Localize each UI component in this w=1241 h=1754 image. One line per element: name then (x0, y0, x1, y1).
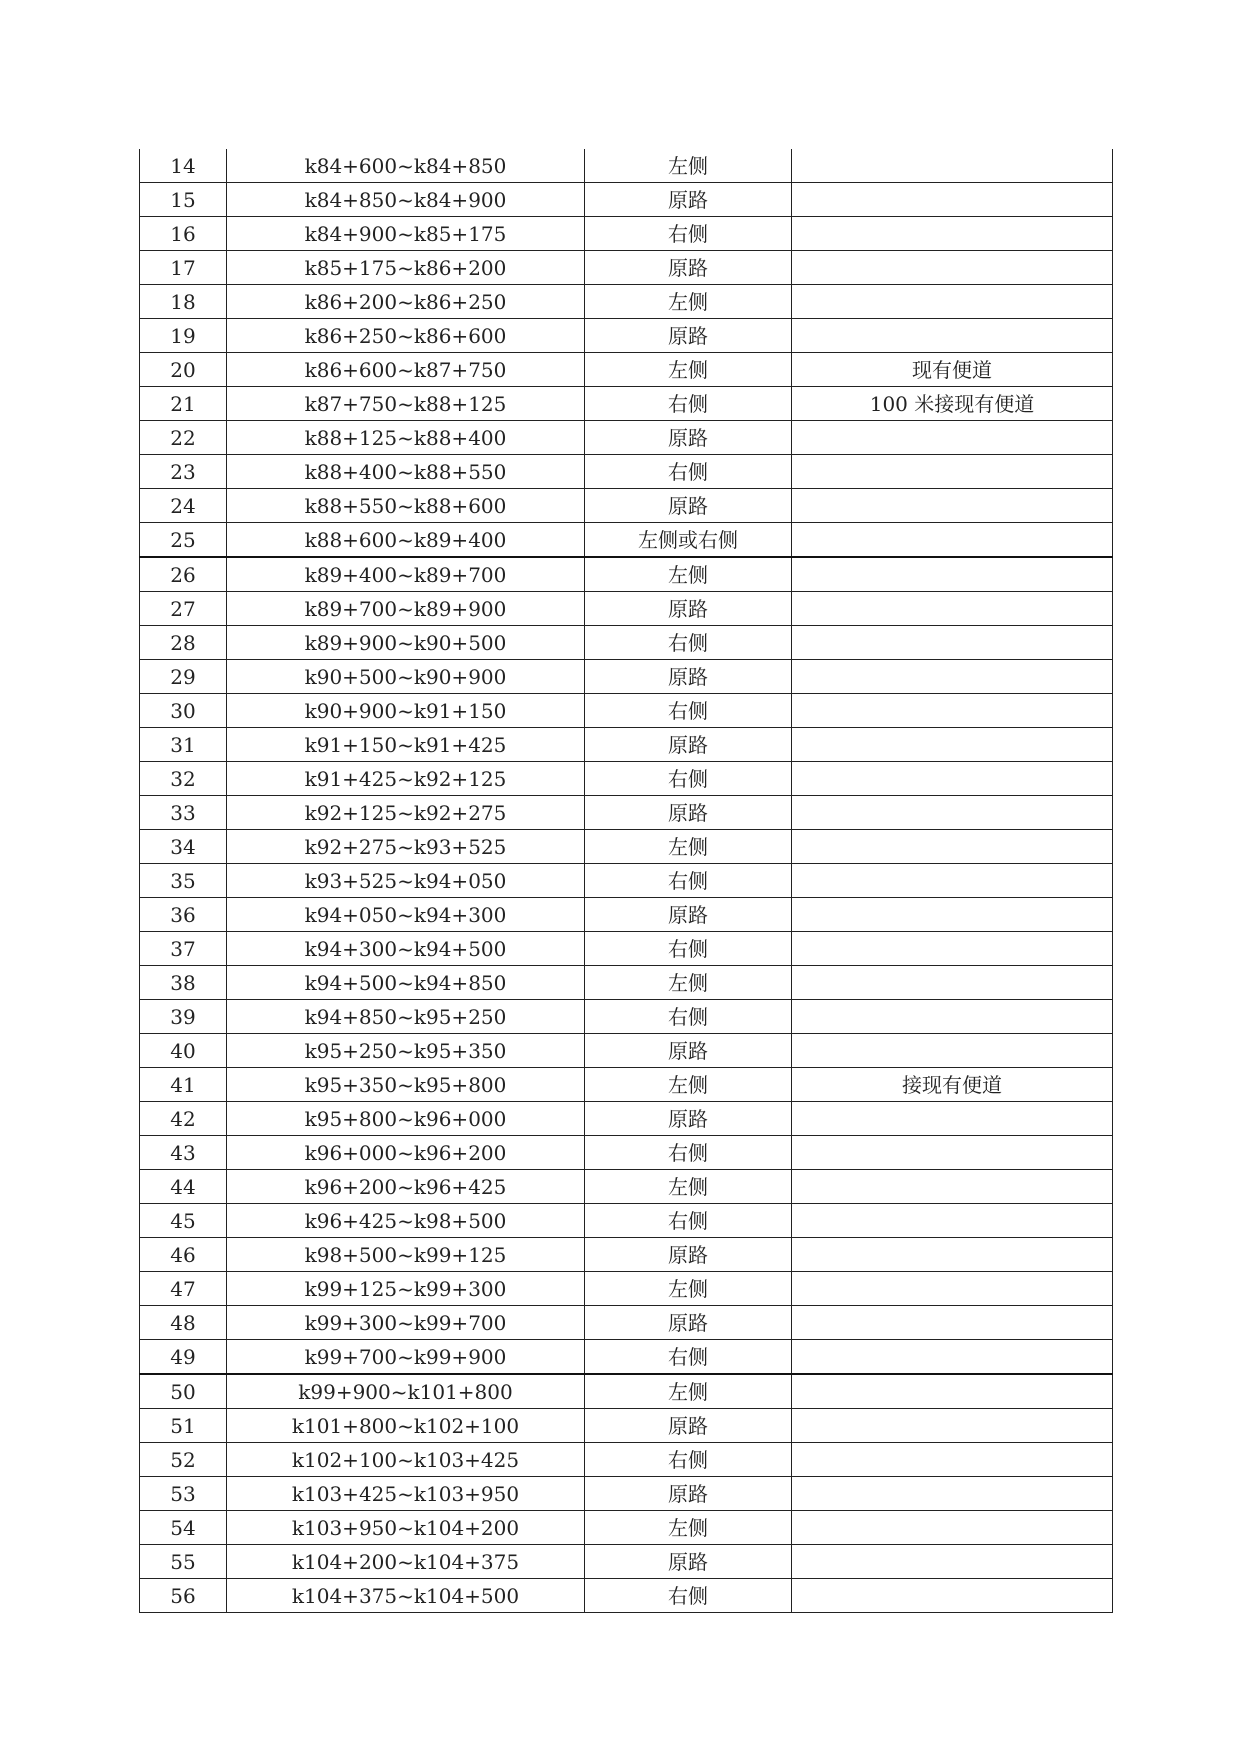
chainage-range-cell: k96+425~k98+500 (227, 1204, 585, 1238)
row-number-cell: 43 (140, 1136, 227, 1170)
note-cell (792, 1511, 1113, 1545)
row-number-cell: 55 (140, 1545, 227, 1579)
note-cell (792, 319, 1113, 353)
chainage-range-cell: k102+100~k103+425 (227, 1443, 585, 1477)
row-number-cell: 25 (140, 523, 227, 558)
chainage-range-cell: k94+500~k94+850 (227, 966, 585, 1000)
side-cell: 右侧 (585, 217, 792, 251)
note-cell (792, 1306, 1113, 1340)
chainage-range-cell: k99+900~k101+800 (227, 1374, 585, 1409)
table-row (140, 1136, 1113, 1170)
side-cell: 右侧 (585, 1443, 792, 1477)
side-cell: 左侧 (585, 830, 792, 864)
note-cell (792, 1034, 1113, 1068)
row-number-cell: 31 (140, 728, 227, 762)
note-cell (792, 932, 1113, 966)
side-cell: 左侧 (585, 1170, 792, 1204)
side-cell: 原路 (585, 1477, 792, 1511)
table-row (140, 1034, 1113, 1068)
note-cell: 100 米接现有便道 (792, 387, 1113, 421)
note-cell (792, 592, 1113, 626)
side-cell: 原路 (585, 1034, 792, 1068)
side-cell: 右侧 (585, 626, 792, 660)
table-row (140, 353, 1113, 387)
note-cell (792, 1579, 1113, 1613)
chainage-range-cell: k88+125~k88+400 (227, 421, 585, 455)
row-number-cell: 56 (140, 1579, 227, 1613)
row-number-cell: 33 (140, 796, 227, 830)
chainage-range-cell: k94+050~k94+300 (227, 898, 585, 932)
chainage-range-cell: k99+125~k99+300 (227, 1272, 585, 1306)
note-cell (792, 1170, 1113, 1204)
chainage-range-cell: k104+375~k104+500 (227, 1579, 585, 1613)
note-cell (792, 1409, 1113, 1443)
table-row (140, 898, 1113, 932)
chainage-range-cell: k89+400~k89+700 (227, 557, 585, 592)
note-cell (792, 1443, 1113, 1477)
note-cell (792, 626, 1113, 660)
table-row (140, 1443, 1113, 1477)
table-row (140, 762, 1113, 796)
table-row (140, 1340, 1113, 1375)
chainage-range-cell: k95+800~k96+000 (227, 1102, 585, 1136)
table-row (140, 1409, 1113, 1443)
side-cell: 左侧 (585, 149, 792, 183)
side-cell: 原路 (585, 1545, 792, 1579)
side-cell: 原路 (585, 660, 792, 694)
note-cell (792, 1102, 1113, 1136)
chainage-range-cell: k92+275~k93+525 (227, 830, 585, 864)
note-cell (792, 217, 1113, 251)
table-row (140, 660, 1113, 694)
row-number-cell: 38 (140, 966, 227, 1000)
row-number-cell: 22 (140, 421, 227, 455)
table-row (140, 183, 1113, 217)
table-row (140, 1579, 1113, 1613)
note-cell (792, 1545, 1113, 1579)
chainage-range-cell: k96+200~k96+425 (227, 1170, 585, 1204)
side-cell: 右侧 (585, 1136, 792, 1170)
row-number-cell: 30 (140, 694, 227, 728)
table-row (140, 626, 1113, 660)
side-cell: 右侧 (585, 762, 792, 796)
chainage-range-cell: k101+800~k102+100 (227, 1409, 585, 1443)
chainage-range-cell: k90+500~k90+900 (227, 660, 585, 694)
chainage-range-cell: k94+300~k94+500 (227, 932, 585, 966)
row-number-cell: 24 (140, 489, 227, 523)
side-cell: 原路 (585, 1102, 792, 1136)
row-number-cell: 28 (140, 626, 227, 660)
note-cell (792, 455, 1113, 489)
side-cell: 右侧 (585, 1000, 792, 1034)
row-number-cell: 18 (140, 285, 227, 319)
row-number-cell: 39 (140, 1000, 227, 1034)
table-row (140, 932, 1113, 966)
note-cell (792, 183, 1113, 217)
note-cell (792, 728, 1113, 762)
table-row (140, 1238, 1113, 1272)
chainage-range-cell: k88+600~k89+400 (227, 523, 585, 558)
note-cell (792, 1000, 1113, 1034)
row-number-cell: 16 (140, 217, 227, 251)
table-row (140, 1102, 1113, 1136)
side-cell: 右侧 (585, 932, 792, 966)
note-cell (792, 523, 1113, 558)
row-number-cell: 14 (140, 149, 227, 183)
chainage-range-cell: k84+600~k84+850 (227, 149, 585, 183)
chainage-range-cell: k85+175~k86+200 (227, 251, 585, 285)
note-cell (792, 251, 1113, 285)
table-row (140, 319, 1113, 353)
note-cell (792, 285, 1113, 319)
chainage-range-cell: k87+750~k88+125 (227, 387, 585, 421)
table-row (140, 1170, 1113, 1204)
table-row (140, 455, 1113, 489)
side-cell: 左侧 (585, 966, 792, 1000)
chainage-range-cell: k86+200~k86+250 (227, 285, 585, 319)
chainage-range-cell: k91+150~k91+425 (227, 728, 585, 762)
chainage-range-cell: k84+850~k84+900 (227, 183, 585, 217)
row-number-cell: 42 (140, 1102, 227, 1136)
note-cell (792, 1477, 1113, 1511)
note-cell (792, 796, 1113, 830)
row-number-cell: 32 (140, 762, 227, 796)
row-number-cell: 48 (140, 1306, 227, 1340)
table-row (140, 1272, 1113, 1306)
row-number-cell: 41 (140, 1068, 227, 1102)
side-cell: 左侧 (585, 557, 792, 592)
side-cell: 原路 (585, 319, 792, 353)
row-number-cell: 49 (140, 1340, 227, 1375)
row-number-cell: 46 (140, 1238, 227, 1272)
note-cell (792, 557, 1113, 592)
side-cell: 原路 (585, 1409, 792, 1443)
note-cell (792, 660, 1113, 694)
side-cell: 左侧 (585, 1272, 792, 1306)
row-number-cell: 17 (140, 251, 227, 285)
note-cell (792, 489, 1113, 523)
side-cell: 原路 (585, 592, 792, 626)
chainage-range-cell: k92+125~k92+275 (227, 796, 585, 830)
table-row (140, 694, 1113, 728)
chainage-range-cell: k94+850~k95+250 (227, 1000, 585, 1034)
note-cell (792, 966, 1113, 1000)
chainage-range-cell: k104+200~k104+375 (227, 1545, 585, 1579)
side-cell: 右侧 (585, 1340, 792, 1375)
note-cell (792, 1272, 1113, 1306)
row-number-cell: 36 (140, 898, 227, 932)
row-number-cell: 44 (140, 1170, 227, 1204)
note-cell (792, 1340, 1113, 1375)
side-cell: 原路 (585, 251, 792, 285)
table-row (140, 1374, 1113, 1409)
table-row (140, 523, 1113, 558)
side-cell: 左侧 (585, 1374, 792, 1409)
table-row (140, 830, 1113, 864)
chainage-range-cell: k99+700~k99+900 (227, 1340, 585, 1375)
note-cell (792, 1204, 1113, 1238)
chainage-range-cell: k89+900~k90+500 (227, 626, 585, 660)
side-cell: 原路 (585, 1238, 792, 1272)
table-row (140, 1545, 1113, 1579)
table-row (140, 1306, 1113, 1340)
table-row (140, 796, 1113, 830)
note-cell (792, 898, 1113, 932)
note-cell: 现有便道 (792, 353, 1113, 387)
row-number-cell: 37 (140, 932, 227, 966)
chainage-range-cell: k103+950~k104+200 (227, 1511, 585, 1545)
row-number-cell: 26 (140, 557, 227, 592)
chainage-range-cell: k93+525~k94+050 (227, 864, 585, 898)
row-number-cell: 20 (140, 353, 227, 387)
table-row (140, 217, 1113, 251)
table-row (140, 489, 1113, 523)
note-cell (792, 694, 1113, 728)
table-row (140, 864, 1113, 898)
side-cell: 原路 (585, 728, 792, 762)
table-row (140, 1477, 1113, 1511)
note-cell (792, 830, 1113, 864)
row-number-cell: 27 (140, 592, 227, 626)
row-number-cell: 54 (140, 1511, 227, 1545)
row-number-cell: 53 (140, 1477, 227, 1511)
note-cell (792, 762, 1113, 796)
row-number-cell: 15 (140, 183, 227, 217)
row-number-cell: 45 (140, 1204, 227, 1238)
side-cell: 右侧 (585, 1204, 792, 1238)
table-row (140, 728, 1113, 762)
side-cell: 左侧 (585, 1511, 792, 1545)
side-cell: 左侧 (585, 285, 792, 319)
table-row (140, 1204, 1113, 1238)
table-row (140, 285, 1113, 319)
note-cell (792, 421, 1113, 455)
chainage-range-cell: k90+900~k91+150 (227, 694, 585, 728)
table-row (140, 251, 1113, 285)
note-cell (792, 864, 1113, 898)
table-row (140, 1511, 1113, 1545)
side-cell: 右侧 (585, 694, 792, 728)
row-number-cell: 23 (140, 455, 227, 489)
chainage-range-cell: k96+000~k96+200 (227, 1136, 585, 1170)
side-cell: 原路 (585, 489, 792, 523)
table-row (140, 149, 1113, 183)
chainage-range-cell: k88+400~k88+550 (227, 455, 585, 489)
chainage-range-cell: k86+600~k87+750 (227, 353, 585, 387)
row-number-cell: 51 (140, 1409, 227, 1443)
side-cell: 右侧 (585, 1579, 792, 1613)
row-number-cell: 47 (140, 1272, 227, 1306)
row-number-cell: 29 (140, 660, 227, 694)
side-cell: 原路 (585, 183, 792, 217)
row-number-cell: 50 (140, 1374, 227, 1409)
table-row (140, 1000, 1113, 1034)
side-cell: 左侧或右侧 (585, 523, 792, 558)
row-number-cell: 34 (140, 830, 227, 864)
road-section-table (139, 149, 1113, 1613)
side-cell: 右侧 (585, 387, 792, 421)
table-row (140, 966, 1113, 1000)
note-cell (792, 1136, 1113, 1170)
table-row (140, 557, 1113, 592)
chainage-range-cell: k89+700~k89+900 (227, 592, 585, 626)
note-cell (792, 1374, 1113, 1409)
row-number-cell: 35 (140, 864, 227, 898)
chainage-range-cell: k98+500~k99+125 (227, 1238, 585, 1272)
side-cell: 原路 (585, 421, 792, 455)
table-row (140, 387, 1113, 421)
side-cell: 右侧 (585, 864, 792, 898)
table-row (140, 421, 1113, 455)
chainage-range-cell: k84+900~k85+175 (227, 217, 585, 251)
note-cell (792, 1238, 1113, 1272)
chainage-range-cell: k86+250~k86+600 (227, 319, 585, 353)
table-row (140, 1068, 1113, 1102)
chainage-range-cell: k95+250~k95+350 (227, 1034, 585, 1068)
chainage-range-cell: k95+350~k95+800 (227, 1068, 585, 1102)
table-row (140, 592, 1113, 626)
chainage-range-cell: k88+550~k88+600 (227, 489, 585, 523)
note-cell: 接现有便道 (792, 1068, 1113, 1102)
table-body (140, 149, 1113, 1613)
side-cell: 原路 (585, 898, 792, 932)
row-number-cell: 21 (140, 387, 227, 421)
row-number-cell: 52 (140, 1443, 227, 1477)
side-cell: 原路 (585, 796, 792, 830)
side-cell: 原路 (585, 1306, 792, 1340)
side-cell: 右侧 (585, 455, 792, 489)
chainage-range-cell: k99+300~k99+700 (227, 1306, 585, 1340)
side-cell: 左侧 (585, 353, 792, 387)
chainage-range-cell: k103+425~k103+950 (227, 1477, 585, 1511)
side-cell: 左侧 (585, 1068, 792, 1102)
note-cell (792, 149, 1113, 183)
row-number-cell: 19 (140, 319, 227, 353)
chainage-range-cell: k91+425~k92+125 (227, 762, 585, 796)
row-number-cell: 40 (140, 1034, 227, 1068)
